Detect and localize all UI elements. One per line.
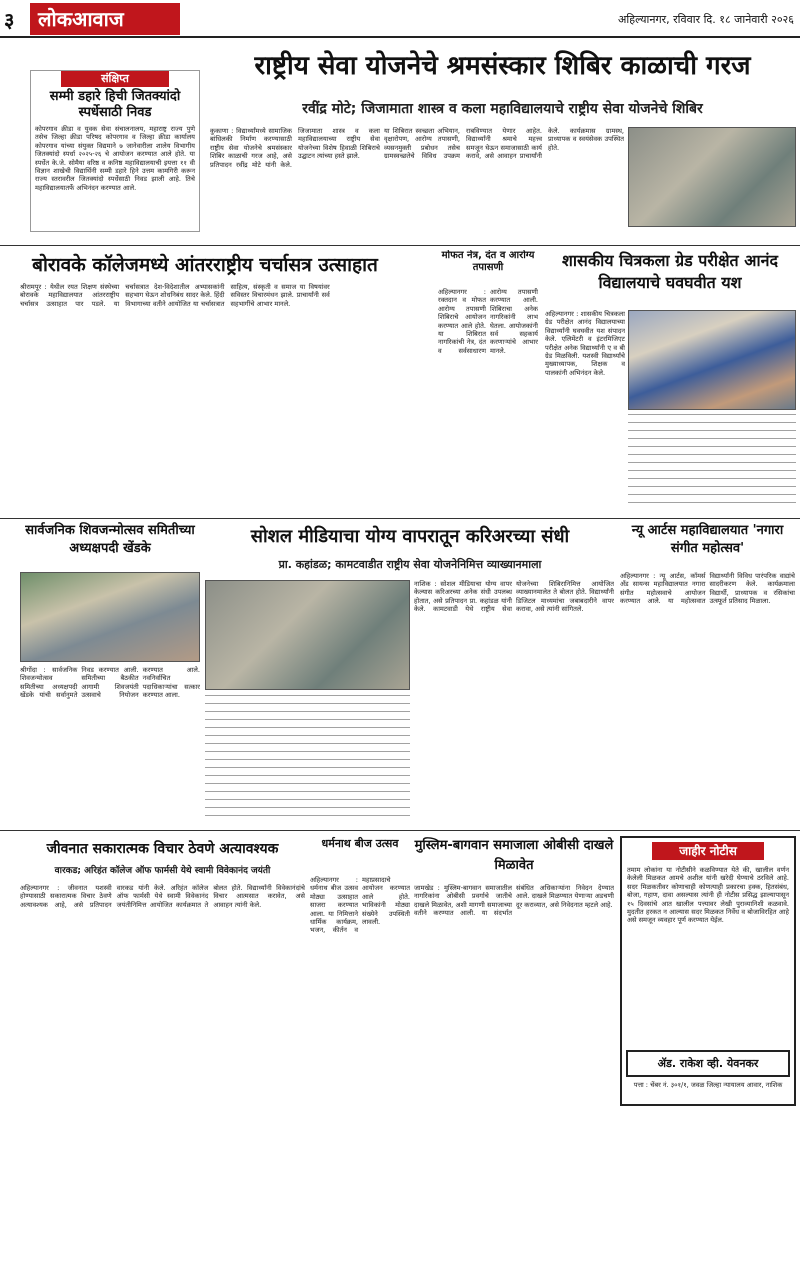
positive-headline: जीवनात सकारात्मक विचार ठेवणे अत्यावश्यक bbox=[46, 841, 279, 857]
positive-subhead: वारकड; अरिहंत कॉलेज ऑफ फार्मसी येथे स्वामी विवेकानंद जयंती bbox=[54, 866, 271, 876]
divider bbox=[0, 830, 800, 831]
shivjayanti-headline: सार्वजनिक शिवजन्मोत्सव समितीच्या अध्यक्षपदी खेंडके bbox=[25, 523, 195, 556]
art-headline: शासकीय चित्रकला ग्रेड परीक्षेत आनंद विद्यालयाचे घवघवीत यश bbox=[562, 251, 778, 292]
divider bbox=[0, 518, 800, 519]
lead-photo bbox=[628, 127, 796, 227]
dharmanath-body: अहिल्यानगर : धर्मनाथ बीज उत्सव मोठ्या उत्साहात साजरा करण्यात आला. या निमित्ताने धार्मिक कार्यक्रम, भजन, कीर्तन व महाप्रसादाचे आयोजन करण्यात आले होते. भाविकांनी मोठ्या संख्येने उपस्थिती लावली. bbox=[310, 876, 410, 935]
social-subhead: प्रा. कहांडळ; कामटवाडीत राष्ट्रीय सेवा योजनेनिमित्त व्याख्यानमाला bbox=[278, 558, 542, 571]
social-body: नाशिक : सोशल मीडियाचा योग्य वापर केल्यास करिअरच्या अनेक संधी उपलब्ध होतात, असे प्रतिपादन प्रा. कहांडळ यांनी केले. कामटवाडी येथे राष्ट्रीय सेवा योजनेच्या शिबिरानिमित्त आयोजित व्याख्यानमालेत ते बोलत होते. विद्यार्थ्यांनी डिजिटल माध्यमांचा जबाबदारीने वापर करावा, असे त्यांनी सांगितले. bbox=[414, 580, 614, 614]
obc-headline: मुस्लिम-बागवान समाजाला ओबीसी दाखले मिळावेत bbox=[414, 838, 614, 873]
dateline: अहिल्यानगर, रविवार दि. १८ जानेवारी २०२६ bbox=[618, 13, 794, 26]
newspaper-logo: लोकआवाज bbox=[30, 3, 180, 35]
lead-subhead: रवींद्र मोटे; जिजामाता शास्त्र व कला महाविद्यालयाचे राष्ट्रीय सेवा योजनेचे शिबिर bbox=[302, 101, 703, 117]
brief-label: संक्षिप्त bbox=[61, 71, 169, 87]
positive-body: अहिल्यानगर : जीवनात यशस्वी होण्यासाठी सकारात्मक विचार ठेवणे अत्यावश्यक आहे, असे प्रतिपादन वारकड यांनी केले. अरिहंत कॉलेज ऑफ फार्मसी येथे स्वामी विवेकानंद जयंतीनिमित्त आयोजित कार्यक्रमात ते बोलत होते. विद्यार्थ्यांनी विवेकानंदांचे विचार आत्मसात करावेत, असे आवाहन त्यांनी केले. bbox=[20, 884, 305, 909]
health-body: अहिल्यानगर : रक्तदान व मोफत आरोग्य तपासणी शिबिराचे आयोजन करण्यात आले होते. या शिबिरात नागरिकांची नेत्र, दंत व सर्वसाधारण आरोग्य तपासणी करण्यात आली. शिबिराचा अनेक नागरिकांनी लाभ घेतला. आयोजकांनी सर्व सहकार्य करणाऱ्यांचे आभार मानले. bbox=[438, 288, 538, 355]
lead-headline: राष्ट्रीय सेवा योजनेचे श्रमसंस्कार शिबिर काळाची गरज bbox=[254, 51, 751, 81]
dharmanath-headline: धर्मनाथ बीज उत्सव bbox=[321, 837, 399, 850]
social-photo bbox=[205, 580, 410, 690]
art-text-lines bbox=[628, 414, 796, 509]
brief-body: कोपरगाव क्रीडा व युवक सेवा संचालनालय, महाराष्ट्र राज्य पुणे तसेच जिल्हा क्रीडा परिषद कोपरगाव व जिल्हा क्रीडा कार्यालय कोपरगाव यांच्या संयुक्त विद्यमाने ७ जानेवारीला शालेय विभागीय जितक्यांदो स्पर्धा २०२५-२६ चे आयोजन करण्यात आले होते. या स्पर्धेत के.जे. सोमैया वरिष्ठ व कनिष्ठ महाविद्यालयाची इयत्ता ११ वी विज्ञान शाखेची विद्यार्थिनी सम्मी डहारे हिने उत्तम कामगिरी करून राज्य स्तरावरील जितक्यांदो स्पर्धेसाठी निवड झाली आहे. तिचे महाविद्यालयातर्फे अभिनंदन करण्यात आले. bbox=[35, 125, 195, 192]
brief-headline: सम्मी डहारे हिची जितक्यांदो स्पर्धेसाठी निवड bbox=[49, 89, 181, 120]
health-headline: मोफत नेत्र, दंत व आरोग्य तपासणी bbox=[441, 250, 535, 273]
debate-body: श्रीरामपूर : येथील रयत शिक्षण संस्थेच्या बोरावके महाविद्यालयात आंतरराष्ट्रीय चर्चासत्र उत्साहात पार पडले. या चर्चासत्रात देश-विदेशातील अभ्यासकांनी सहभाग घेऊन शोधनिबंध सादर केले. हिंदी विभागाच्या वतीने आयोजित या चर्चासत्रात साहित्य, संस्कृती व समाज या विषयांवर सविस्तर विचारमंथन झाले. प्राचार्यांनी सर्व सहभागींचे आभार मानले. bbox=[20, 283, 330, 308]
lead-body-col-1: कुकाणा : विद्यार्थ्यांमध्ये सामाजिक बांधिलकी निर्माण करण्यासाठी राष्ट्रीय सेवा योजनेचे श्रमसंस्कार शिबिर काळाची गरज आहे, असे प्रतिपादन रवींद्र मोटे यांनी केले. जिजामाता शास्त्र व कला महाविद्यालयाच्या राष्ट्रीय सेवा योजनेच्या विशेष हिवाळी शिबिराचे उद्घाटन त्यांच्या हस्ते झाले. bbox=[210, 127, 380, 169]
art-photo bbox=[628, 310, 796, 410]
music-body: अहिल्यानगर : न्यू आर्टस, कॉमर्स अँड सायन्स महाविद्यालयात नगारा संगीत महोत्सवाचे आयोजन करण्यात आले. या महोत्सवात विद्यार्थ्यांनी विविध पारंपरिक वाद्यांचे सादरीकरण केले. कार्यक्रमाला विद्यार्थी, प्राध्यापक व रसिकांचा उत्स्फूर्त प्रतिसाद मिळाला. bbox=[620, 572, 795, 606]
social-headline: सोशल मीडियाचा योग्य वापरातून करिअरच्या संधी bbox=[250, 526, 570, 547]
shivjayanti-photo bbox=[20, 572, 200, 662]
public-notice bbox=[620, 836, 796, 1106]
notice-advocate: ॲड. राकेश व्ही. येवनकर bbox=[626, 1050, 790, 1077]
notice-title: जाहीर नोटीस bbox=[652, 842, 764, 860]
notice-body: तमाम लोकांना या नोटीसीने कळविण्यात येते की, खालील वर्णन केलेली मिळकत आमचे अशील यांनी खरेदी घेण्याचे ठरविले आहे. सदर मिळकतीवर कोणाचाही कोणत्याही प्रकारचा हक्क, हितसंबंध, बोजा, गहाण, दावा असल्यास त्यांनी ही नोटीस प्रसिद्ध झाल्यापासून १५ दिवसांचे आत खालील पत्त्यावर लेखी पुराव्यानिशी कळवावे. मुदतीत हरकत न आल्यास सदर मिळकत निर्वेध व बोजाविरहित आहे असे समजून व्यवहार पूर्ण करण्यात येईल. bbox=[627, 866, 789, 925]
page-number: ३ bbox=[4, 8, 15, 32]
shivjayanti-body: श्रीगोंदा : सार्वजनिक शिवजन्मोत्सव समितीच्या अध्यक्षपदी खेंडके यांची सर्वानुमते निवड करण्यात आली. समितीच्या बैठकीत आगामी शिवजयंती उत्सवाचे नियोजन करण्यात आले. नवनिर्वाचित पदाधिकाऱ्यांचा सत्कार करण्यात आला. bbox=[20, 666, 200, 700]
notice-address: पत्ता : चेंबर नं. ३०१/१, जवळ जिल्हा न्यायालय आवार, नाशिक bbox=[633, 1081, 783, 1089]
music-headline: न्यू आर्टस महाविद्यालयात 'नगारा संगीत महोत्सव' bbox=[631, 523, 784, 556]
art-body: अहिल्यानगर : शासकीय चित्रकला ग्रेड परीक्षेत आनंद विद्यालयाच्या विद्यार्थ्यांनी घवघवीत यश संपादन केले. एलिमेंटरी व इंटरमिजिएट परीक्षेत अनेक विद्यार्थ्यांनी ए व बी ग्रेड मिळविली. यशस्वी विद्यार्थ्यांचे मुख्याध्यापक, शिक्षक व पालकांनी अभिनंदन केले. bbox=[545, 310, 625, 377]
debate-headline: बोरावके कॉलेजमध्ये आंतरराष्ट्रीय चर्चासत्र उत्साहात bbox=[32, 254, 378, 276]
brief-box bbox=[30, 70, 200, 232]
lead-body-col-2: या शिबिरात स्वच्छता अभियान, वृक्षारोपण, आरोग्य तपासणी, व्यसनमुक्ती प्रबोधन तसेच ग्रामस्वच्छतेचे विविध उपक्रम राबविण्यात येणार आहेत. विद्यार्थ्यांनी श्रमाचे महत्त्व समजून घेऊन समाजासाठी कार्य करावे, असे आवाहन प्राचार्यांनी केले. कार्यक्रमास ग्रामस्थ, प्राध्यापक व स्वयंसेवक उपस्थित होते. bbox=[384, 127, 624, 161]
divider bbox=[0, 245, 800, 246]
obc-body: जामखेड : मुस्लिम-बागवान समाजातील नागरिकांना ओबीसी प्रवर्गाचे जातीचे दाखले मिळावेत, अशी मागणी समाजाच्या वतीने करण्यात आली. या संदर्भात संबंधित अधिकाऱ्यांना निवेदन देण्यात आले. दाखले मिळण्यात येणाऱ्या अडचणी दूर कराव्यात, असे निवेदनात म्हटले आहे. bbox=[414, 884, 614, 918]
social-text-lines bbox=[205, 695, 410, 823]
